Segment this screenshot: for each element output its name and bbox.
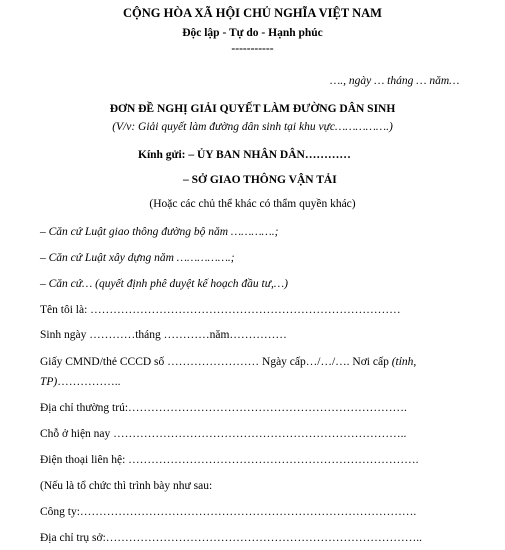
org-note: (Nếu là tổ chức thì trình bày như sau:	[40, 480, 213, 492]
subject-line: (V/v: Giải quyết làm đường dân sinh tại khu vực…………….)	[112, 121, 393, 133]
field-id-line2	[40, 375, 121, 389]
date-line: …., ngày … tháng … năm…	[330, 75, 460, 87]
field-current: Chỗ ở hiện nay …………………………………………………………………..	[40, 428, 407, 440]
document-title: ĐƠN ĐỀ NGHỊ GIẢI QUYẾT LÀM ĐƯỜNG DÂN SINH	[109, 103, 396, 115]
field-headquarters: Địa chỉ trụ sở:………………………………………………………………………..	[40, 532, 423, 544]
field-id-text: Giấy CMND/thẻ CCCD số …………………… Ngày cấp…/…/…. Nơi cấp	[40, 356, 389, 368]
recipient-note: (Hoặc các chủ thể khác có thẩm quyền khác)	[149, 198, 356, 210]
recipient-second: – SỞ GIAO THÔNG VẬN TẢI	[183, 174, 337, 186]
field-company: Công ty:…………………………………………………………………………….	[40, 506, 417, 518]
country-heading: CỘNG HÒA XÃ HỘI CHỦ NGHĨA VIỆT NAM	[123, 6, 382, 20]
field-id-line1	[40, 355, 416, 369]
basis-2: – Căn cứ Luật xây dựng năm …………….;	[40, 252, 235, 264]
field-address: Địa chỉ thường trú:……………………………………………………………….	[40, 402, 407, 414]
field-id-place-italic: (tỉnh,	[391, 356, 417, 368]
separator: -----------	[231, 43, 274, 55]
basis-3: – Căn cứ… (quyết định phê duyệt kế hoạch đầu tư,…)	[40, 278, 288, 290]
basis-1: – Căn cứ Luật giao thông đường bộ năm ………….;	[40, 226, 279, 238]
field-phone: Điện thoại liên hệ: ………………………………………………………………….	[40, 454, 419, 466]
field-id-tp-italic: TP)	[40, 376, 58, 388]
field-id-tp-dots: ……………..	[57, 376, 121, 388]
field-birth: Sinh ngày …………tháng …………năm……………	[40, 329, 287, 341]
recipient-label: Kính gửi: – ỦY BAN NHÂN DÂN…………	[138, 149, 351, 161]
field-name: Tên tôi là: ………………………………………………………………………	[40, 304, 401, 316]
motto: Độc lập - Tự do - Hạnh phúc	[182, 27, 323, 39]
